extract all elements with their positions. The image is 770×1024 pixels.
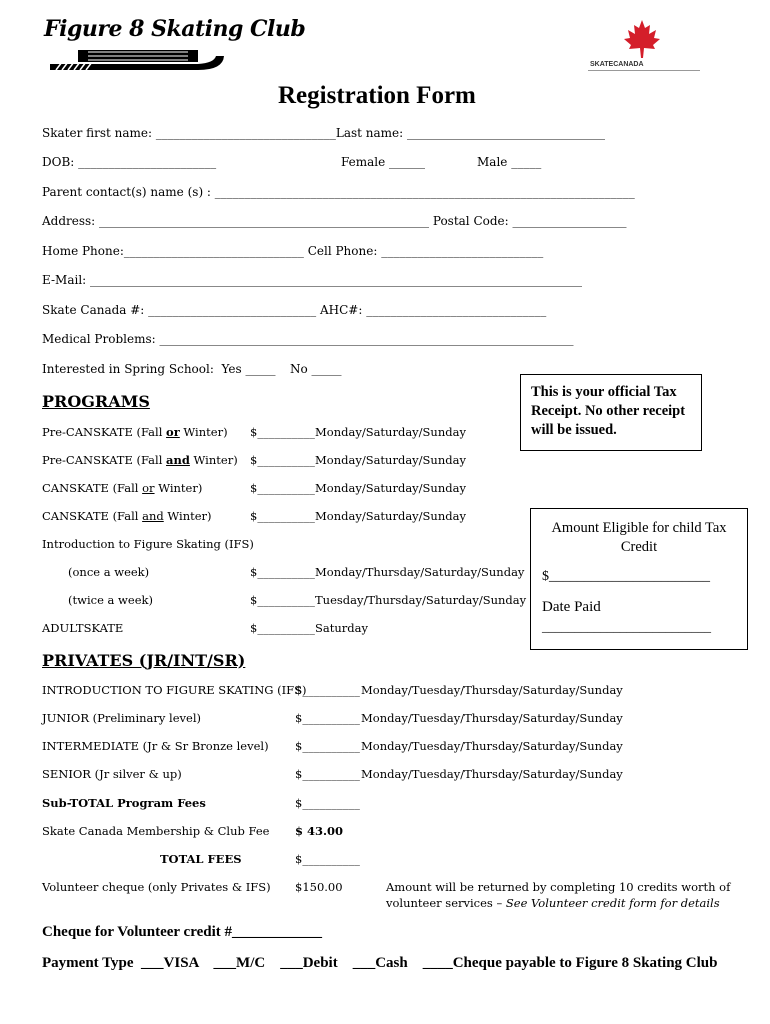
medical-problems-field[interactable]: Medical Problems: _____________________________________________________________________ (42, 332, 574, 346)
address-field[interactable]: Address: _______________________________________________________ Postal Code: ___________________ (42, 214, 627, 228)
ifs-twice-days: Tuesday/Thursday/Saturday/Sunday (315, 593, 527, 607)
male-field[interactable]: Male _____ (477, 155, 542, 169)
logo-divider (588, 70, 700, 71)
volunteer-note-text: volunteer services – (386, 896, 506, 910)
program-label (42, 425, 228, 439)
total-fees-label: TOTAL FEES (160, 852, 242, 866)
ifs-once-price-field[interactable]: $__________ (250, 565, 315, 579)
date-paid-label: Date Paid (542, 599, 601, 615)
skate-blade-icon (48, 48, 228, 74)
program-price-field[interactable]: $__________ (250, 481, 315, 495)
program-label-emphasis: and (142, 509, 164, 523)
program-label-text: Winter) (179, 425, 228, 439)
program-label-text: Pre-CANSKATE (Fall (42, 425, 167, 439)
adultskate-days: Saturday (315, 621, 368, 635)
program-label-emphasis: or (166, 425, 180, 439)
ifs-twice-price-field[interactable]: $__________ (250, 593, 315, 607)
program-label-text: Winter) (189, 453, 238, 467)
phone-field[interactable]: Home Phone:______________________________ Cell Phone: ___________________________ (42, 244, 544, 258)
programs-heading: PROGRAMS (42, 392, 150, 411)
program-label-text: Pre-CANSKATE (Fall (42, 453, 167, 467)
email-field[interactable]: E-Mail: __________________________________________________________________________________ (42, 273, 583, 287)
dob-field[interactable]: DOB: _______________________ (42, 155, 217, 169)
program-days: Monday/Saturday/Sunday (315, 509, 466, 523)
volunteer-credit-cheque-field[interactable]: Cheque for Volunteer credit #____________ (42, 924, 322, 940)
amount-eligible-title: Amount Eligible for child Tax Credit (551, 520, 727, 555)
volunteer-cheque-label: Volunteer cheque (only Privates & IFS) (42, 880, 271, 894)
membership-amount: $ 43.00 (295, 824, 344, 838)
program-price-field[interactable]: $__________ (250, 425, 315, 439)
membership-label: Skate Canada Membership & Club Fee (42, 824, 270, 838)
ifs-once-days: Monday/Thursday/Saturday/Sunday (315, 565, 525, 579)
volunteer-note-line2 (386, 896, 720, 910)
skate-canada-label: SKATECANADA (590, 61, 644, 68)
tax-receipt-text: This is your official Tax Receipt. No other receipt will be issued. (531, 384, 686, 438)
program-days: Monday/Saturday/Sunday (315, 481, 466, 495)
subtotal-label: Sub-TOTAL Program Fees (42, 796, 206, 810)
spring-school-yes-field[interactable]: Interested in Spring School: Yes _____ (42, 362, 276, 376)
volunteer-note-line1: Amount will be returned by completing 10 credits worth of (386, 880, 731, 894)
private-price-field[interactable]: $__________ (295, 739, 360, 753)
ifs-twice-label: (twice a week) (68, 593, 153, 607)
private-days: Monday/Tuesday/Thursday/Saturday/Sunday (361, 739, 623, 753)
payment-type-field[interactable]: Payment Type ___VISA ___M/C ___Debit ___Cash ____Cheque payable to Figure 8 Skating Club (42, 955, 718, 971)
program-label-text: Winter) (154, 481, 203, 495)
skater-name-field[interactable]: Skater first name: ______________________________Last name: _________________________________ (42, 126, 606, 140)
ifs-once-label: (once a week) (68, 565, 150, 579)
program-days: Monday/Saturday/Sunday (315, 453, 466, 467)
date-paid-field[interactable]: __________________________ (542, 619, 711, 634)
private-price-field[interactable]: $__________ (295, 711, 360, 725)
tax-receipt-box (520, 374, 702, 451)
private-price-field[interactable]: $__________ (295, 683, 360, 697)
amount-eligible-box (530, 508, 748, 650)
private-label: SENIOR (Jr silver & up) (42, 767, 182, 781)
program-price-field[interactable]: $__________ (250, 453, 315, 467)
volunteer-cheque-amount: $150.00 (295, 880, 343, 894)
skate-canada-number-field[interactable]: Skate Canada #: ____________________________ AHC#: ______________________________ (42, 303, 547, 317)
program-label (42, 453, 238, 467)
page-title: Registration Form (278, 82, 476, 109)
program-days: Monday/Saturday/Sunday (315, 425, 466, 439)
adultskate-price-field[interactable]: $__________ (250, 621, 315, 635)
program-label (42, 481, 202, 495)
female-field[interactable]: Female ______ (341, 155, 426, 169)
parent-contact-field[interactable]: Parent contact(s) name (s) : ______________________________________________________________________ (42, 185, 635, 199)
maple-leaf-icon (622, 18, 662, 60)
program-label-text: Winter) (163, 509, 212, 523)
spring-school-no-field[interactable]: No _____ (290, 362, 342, 376)
club-logo-text: Figure 8 Skating Club (44, 16, 306, 42)
program-label-emphasis: or (142, 481, 155, 495)
privates-heading: PRIVATES (JR/INT/SR) (42, 651, 246, 670)
private-label: INTERMEDIATE (Jr & Sr Bronze level) (42, 739, 269, 753)
private-label: JUNIOR (Preliminary level) (42, 711, 201, 725)
private-label: INTRODUCTION TO FIGURE SKATING (IFS) (42, 683, 307, 697)
total-fees-field[interactable]: $__________ (295, 852, 360, 866)
private-days: Monday/Tuesday/Thursday/Saturday/Sunday (361, 683, 623, 697)
private-days: Monday/Tuesday/Thursday/Saturday/Sunday (361, 711, 623, 725)
volunteer-note-reference: See Volunteer credit form for details (505, 896, 720, 910)
program-label-text: CANSKATE (Fall (42, 509, 143, 523)
subtotal-field[interactable]: $__________ (295, 796, 360, 810)
private-price-field[interactable]: $__________ (295, 767, 360, 781)
adultskate-label: ADULTSKATE (42, 621, 124, 635)
amount-field[interactable]: $_______________________ (542, 569, 710, 584)
program-label-emphasis: and (166, 453, 190, 467)
ifs-label: Introduction to Figure Skating (IFS) (42, 537, 254, 551)
program-label-text: CANSKATE (Fall (42, 481, 143, 495)
program-label (42, 509, 212, 523)
program-price-field[interactable]: $__________ (250, 509, 315, 523)
private-days: Monday/Tuesday/Thursday/Saturday/Sunday (361, 767, 623, 781)
